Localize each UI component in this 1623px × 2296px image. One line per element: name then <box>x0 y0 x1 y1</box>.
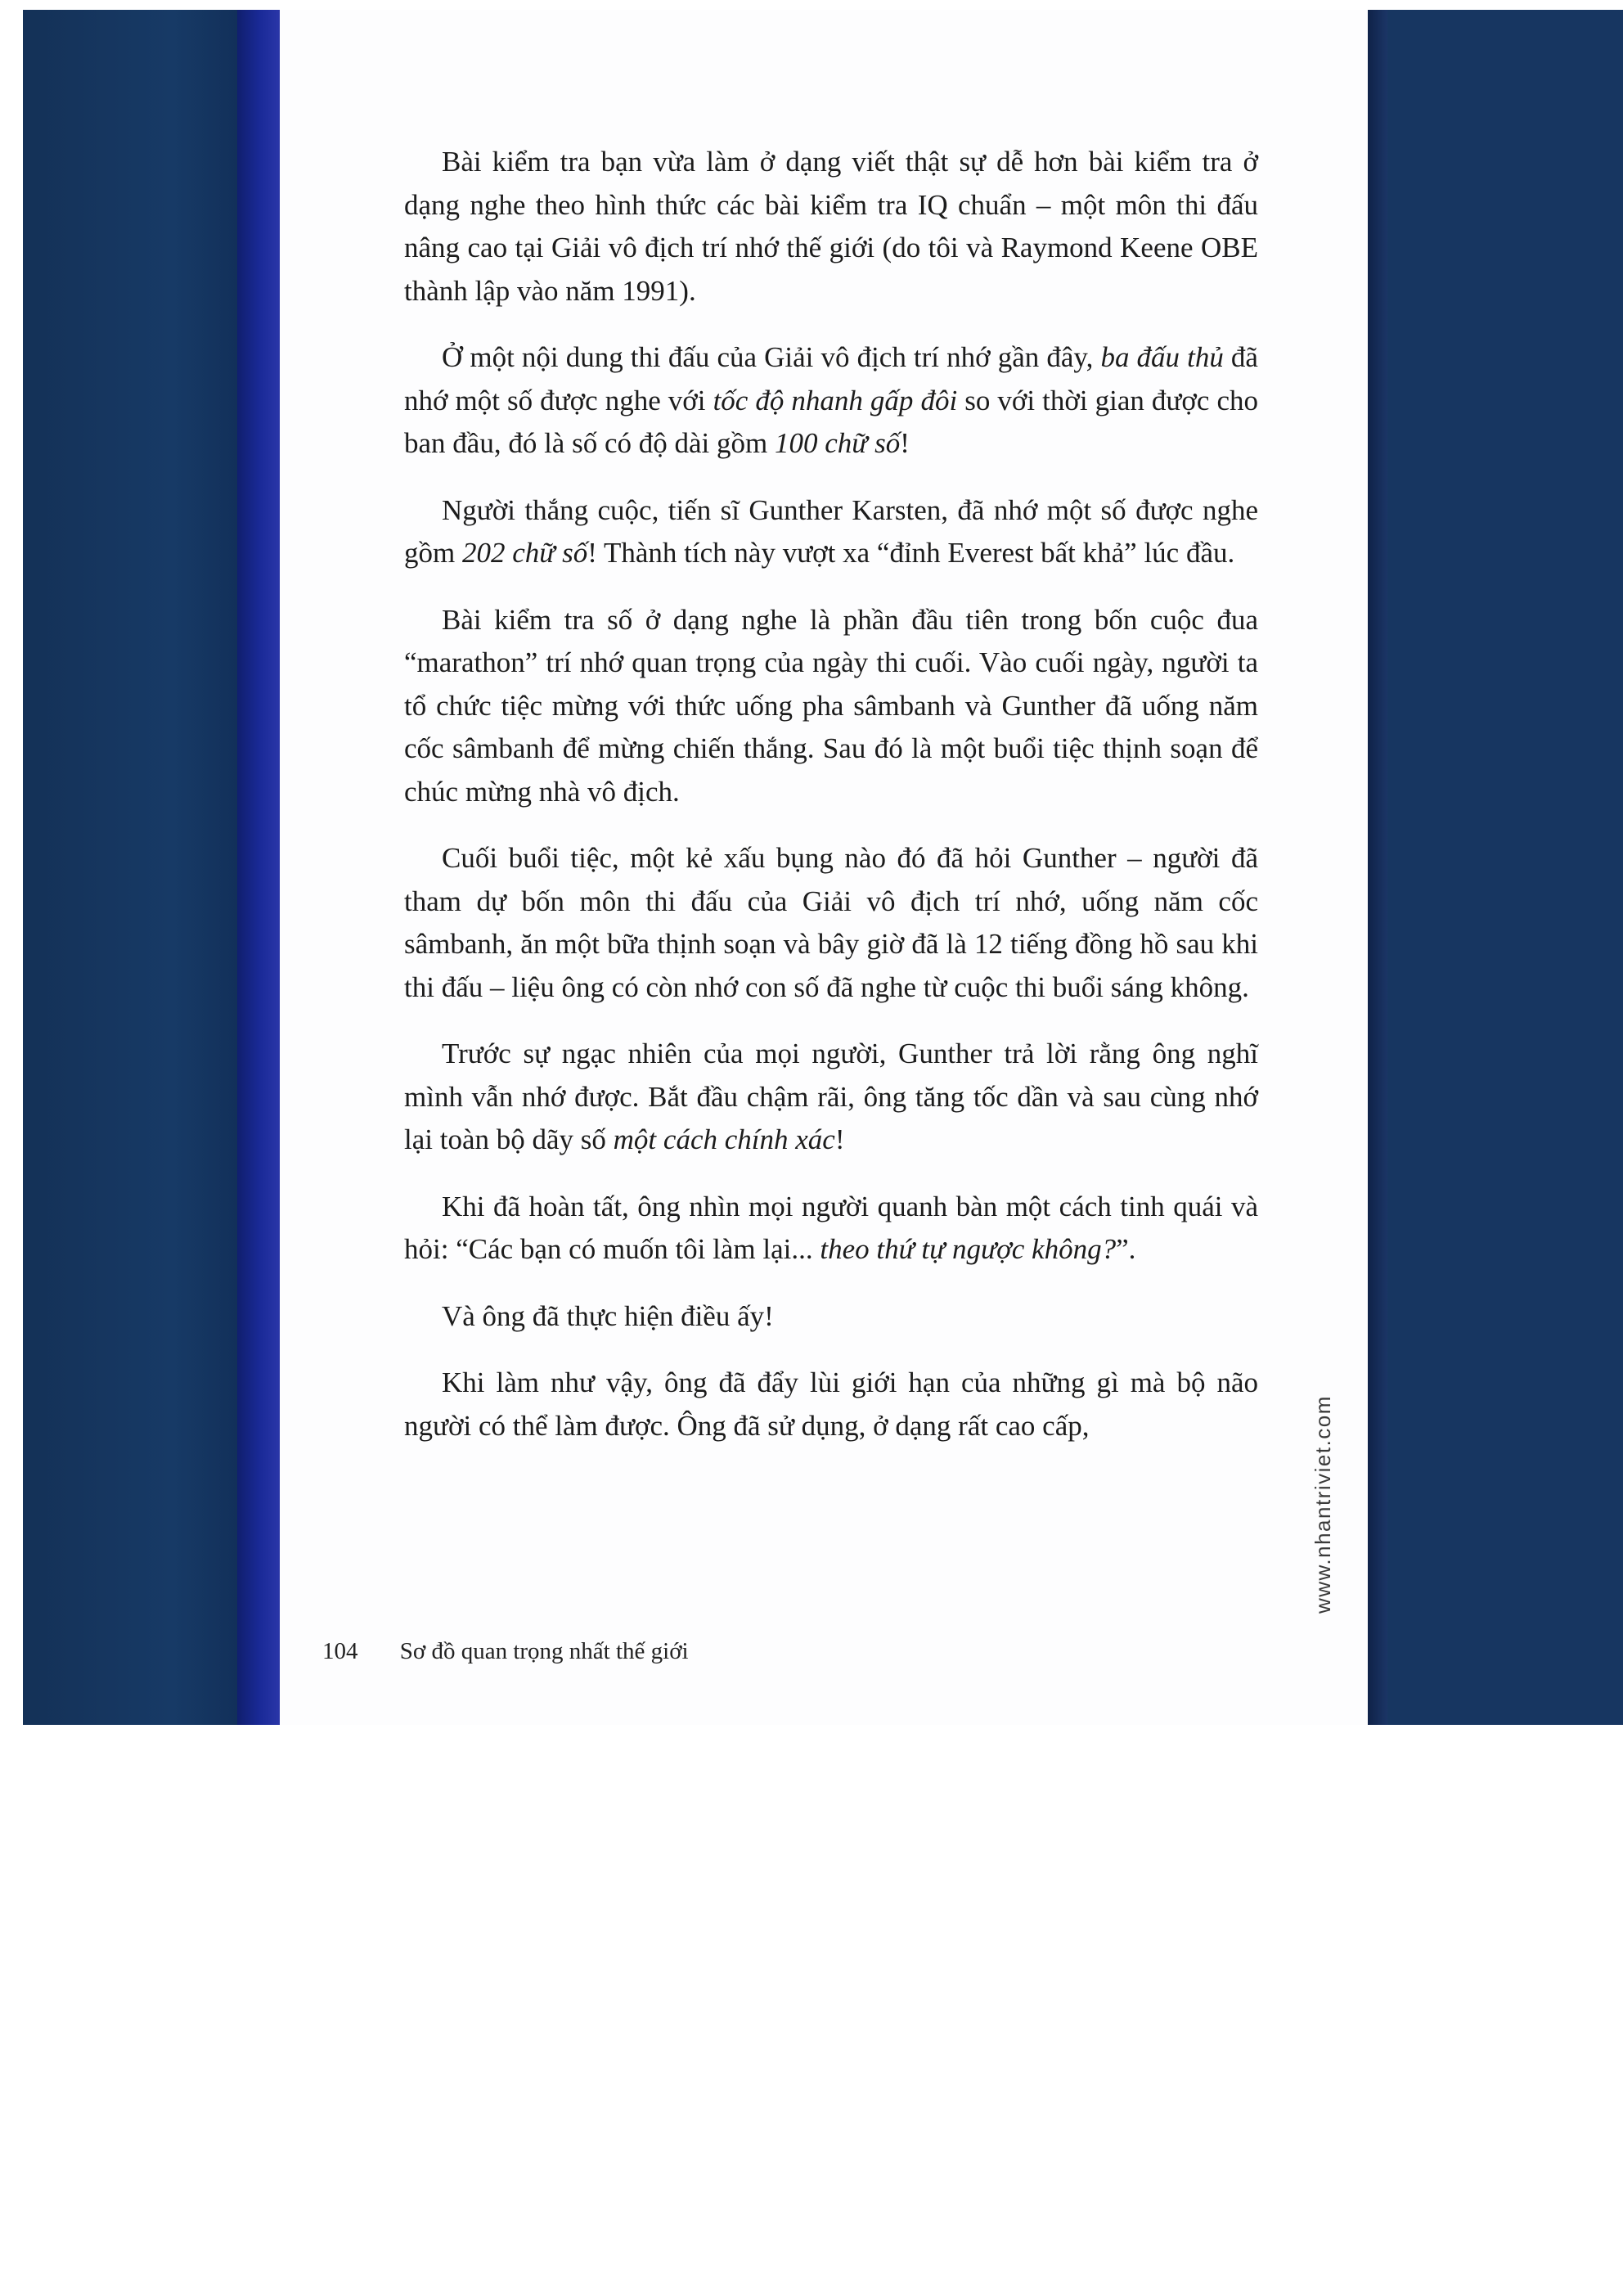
paragraph <box>404 1295 1258 1339</box>
text-run: ! <box>834 1123 845 1155</box>
paragraph <box>404 837 1258 1009</box>
italic-text: 100 chữ số <box>774 427 901 459</box>
paragraph <box>404 1033 1258 1162</box>
text-run: Cuối buổi tiệc, một kẻ xấu bụng nào đó đã hỏi Gunther – người đã tham dự bốn môn thi đấu của Giải vô địch trí nhớ, uống năm cốc sâmbanh, ăn một bữa thịnh soạn và bây giờ đã là 12 tiếng đồng hồ sau khi thi đấu – liệu ông có còn nhớ con số đã nghe từ cuộc thi buổi sáng không. <box>404 842 1258 1003</box>
italic-text: tốc độ nhanh gấp đôi <box>713 384 958 416</box>
paragraph <box>404 489 1258 575</box>
text-run: Khi làm như vậy, ông đã đẩy lùi giới hạn của những gì mà bộ não người có thể làm được. Ông đã sử dụng, ở dạng rất cao cấp, <box>404 1366 1258 1442</box>
text-run: Trước sự ngạc nhiên của mọi người, Gunther trả lời rằng ông nghĩ mình vẫn nhớ được. Bắt đầu chậm rãi, ông tăng tốc dần và sau cùng nhớ lại toàn bộ dãy số <box>404 1038 1258 1155</box>
text-run: Bài kiểm tra bạn vừa làm ở dạng viết thật sự dễ hơn bài kiểm tra ở dạng nghe theo hình thức các bài kiểm tra IQ chuẩn – một môn thi đấu nâng cao tại Giải vô địch trí nhớ thế giới (do tôi và Raymond Keene OBE thành lập vào năm 1991). <box>404 146 1258 307</box>
running-title: Sơ đồ quan trọng nhất thế giới <box>399 1638 689 1664</box>
paragraph <box>404 1186 1258 1272</box>
scan-right-cover <box>1387 10 1623 1725</box>
scan-left-cover <box>23 10 237 1725</box>
paragraph <box>404 141 1258 313</box>
text-run: Bài kiểm tra số ở dạng nghe là phần đầu tiên trong bốn cuộc đua “marathon” trí nhớ quan trọng của ngày thi cuối. Vào cuối ngày, người ta tổ chức tiệc mừng với thức uống pha sâmbanh và Gunther đã uống năm cốc sâmbanh để mừng chiến thắng. Sau đó là một buổi tiệc thịnh soạn để chúc mừng nhà vô địch. <box>404 603 1258 808</box>
book-page <box>280 10 1368 1725</box>
text-run: Khi đã hoàn tất, ông nhìn mọi người quanh bàn một cách tinh quái và hỏi: “Các bạn có muốn tôi làm lại... <box>404 1190 1258 1265</box>
paragraph <box>404 1362 1258 1447</box>
italic-text: theo thứ tự ngược không? <box>820 1233 1117 1265</box>
scan-right-page-edge <box>1368 10 1387 1725</box>
paragraph <box>404 599 1258 814</box>
paragraph <box>404 336 1258 466</box>
side-url: www.nhantriviet.com <box>1311 1395 1335 1614</box>
scan-left-page-edge <box>237 10 280 1725</box>
text-run: ! Thành tích này vượt xa “đỉnh Everest bất khả” lúc đầu. <box>587 537 1235 569</box>
text-run: so với thời gian được cho ban đầu, đó là số có độ dài gồm <box>404 384 1259 459</box>
text-run: ”. <box>1116 1233 1136 1265</box>
italic-text: một cách chính xác <box>613 1123 835 1155</box>
text-run: đã nhớ một số được nghe với <box>404 341 1258 416</box>
text-run: Và ông đã thực hiện điều ấy! <box>442 1299 774 1332</box>
text-run: Người thắng cuộc, tiến sĩ Gunther Karsten, đã nhớ một số được nghe gồm <box>404 493 1258 569</box>
page-footer <box>322 1638 689 1665</box>
page-number: 104 <box>322 1638 358 1664</box>
text-run: ! <box>900 427 910 459</box>
text-run: Ở một nội dung thi đấu của Giải vô địch trí nhớ gần đây, <box>442 341 1101 373</box>
italic-text: 202 chữ số <box>461 537 588 569</box>
body-text <box>404 141 1258 1471</box>
italic-text: ba đấu thủ <box>1100 341 1224 373</box>
